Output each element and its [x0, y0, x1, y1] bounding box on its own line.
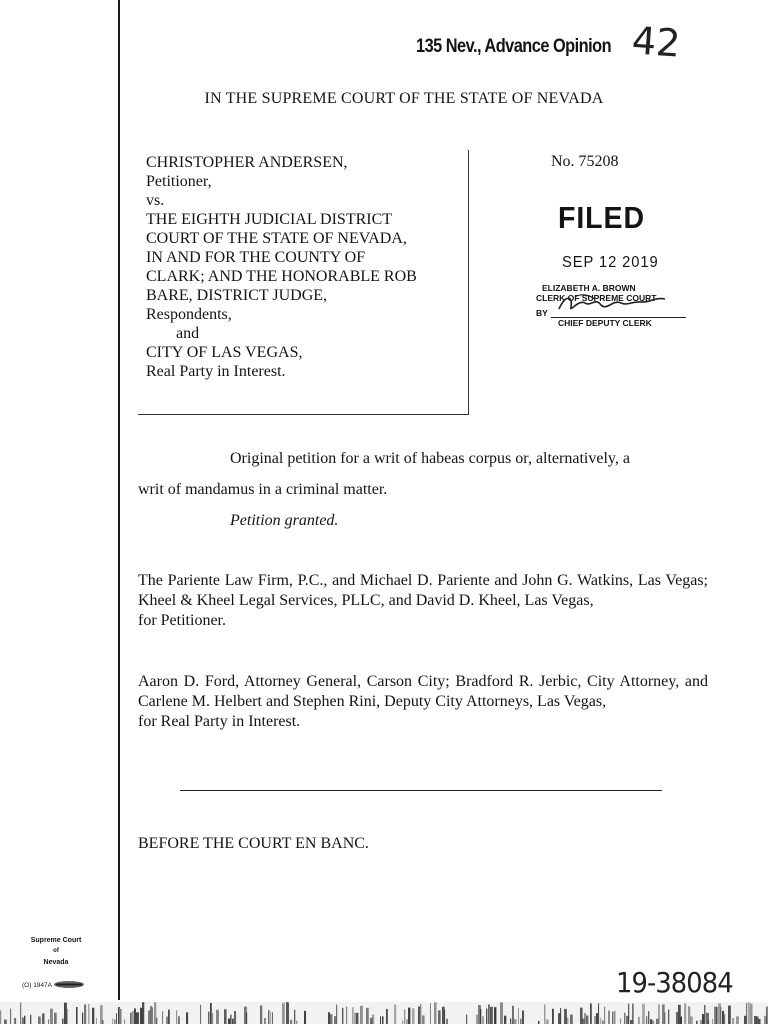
caption-line: BARE, DISTRICT JUDGE,	[146, 287, 328, 304]
section-divider	[180, 790, 662, 791]
caption-line: Respondents,	[146, 306, 232, 323]
caption-line: IN AND FOR THE COUNTY OF	[146, 249, 366, 266]
petition-description-line1: Original petition for a writ of habeas corpus or, alternatively, a	[230, 450, 630, 467]
by-label: BY	[536, 308, 548, 318]
scan-noise-strip	[0, 1002, 768, 1024]
caption-line: CHRISTOPHER ANDERSEN,	[146, 154, 348, 171]
caption-line: THE EIGHTH JUDICIAL DISTRICT	[146, 211, 393, 228]
counsel-real-party-names: Aaron D. Ford, Attorney General, Carson City; Bradford R. Jerbic, City Attorney, and Carlene M. Helbert and Stephen Rini, Deputy City Attorneys, Las Vegas,	[138, 673, 708, 710]
case-number: No. 75208	[551, 153, 619, 170]
caption-line: Petitioner,	[146, 173, 212, 190]
counsel-petitioner	[138, 571, 708, 631]
caption-line: CLARK; AND THE HONORABLE ROB	[146, 268, 417, 285]
case-caption	[146, 153, 466, 381]
left-margin-rule	[118, 0, 120, 1000]
caption-line: vs.	[146, 192, 165, 209]
clerk-stamp	[536, 283, 686, 328]
seal-line-2: of	[53, 948, 59, 954]
caption-divider-vertical	[468, 150, 469, 414]
deputy-signature	[551, 303, 686, 318]
before-court-en-banc: BEFORE THE COURT EN BANC.	[138, 835, 369, 852]
seal-mark-icon	[52, 980, 86, 989]
clerk-title: CLERK OF SUPREME COURT	[536, 293, 657, 303]
for-petitioner: for Petitioner.	[138, 612, 226, 629]
disposition: Petition granted.	[230, 512, 339, 529]
advance-opinion-label: 135 Nev., Advance Opinion	[416, 36, 612, 57]
court-seal-text	[8, 935, 104, 968]
seal-line-1: Supreme Court	[30, 937, 82, 944]
caption-divider-horizontal	[138, 414, 469, 415]
handwritten-opinion-number: 42	[630, 18, 682, 66]
form-code: (O) 1947A	[22, 982, 52, 989]
petition-description-line2: writ of mandamus in a criminal matter.	[138, 481, 388, 498]
handwritten-document-number: 19-38084	[616, 966, 733, 999]
seal-line-3: Nevada	[43, 959, 69, 966]
deputy-title: CHIEF DEPUTY CLERK	[558, 318, 652, 328]
for-real-party: for Real Party in Interest.	[138, 713, 301, 730]
counsel-petitioner-names: The Pariente Law Firm, P.C., and Michael D. Pariente and John G. Watkins, Las Vegas; Kheel & Kheel Legal Services, PLLC, and David D. Kheel, Las Vegas,	[138, 572, 708, 609]
filed-stamp-word: FILED	[558, 200, 645, 235]
caption-line: Real Party in Interest.	[146, 363, 286, 380]
caption-line: COURT OF THE STATE OF NEVADA,	[146, 230, 407, 247]
filed-stamp-date: SEP 12 2019	[562, 254, 659, 271]
counsel-real-party	[138, 672, 708, 732]
court-title: IN THE SUPREME COURT OF THE STATE OF NEVADA	[204, 90, 604, 107]
caption-line: CITY OF LAS VEGAS,	[146, 344, 303, 361]
caption-line: and	[176, 325, 200, 342]
clerk-name: ELIZABETH A. BROWN	[542, 283, 636, 293]
